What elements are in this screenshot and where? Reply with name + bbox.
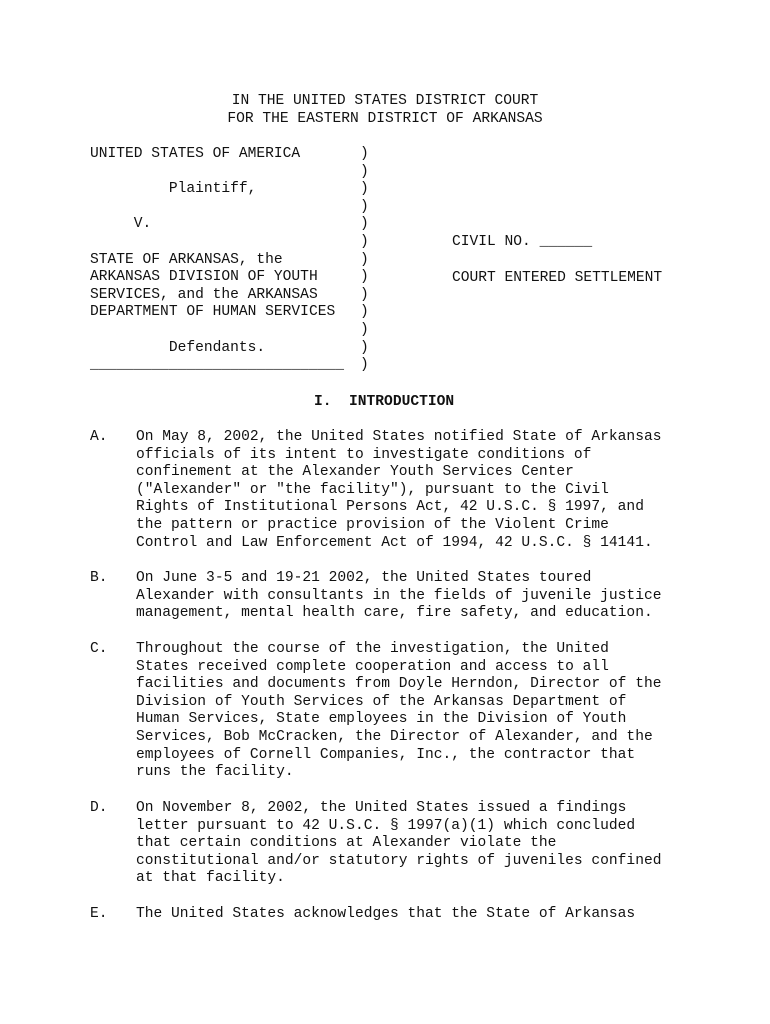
paragraph-line: officials of its intent to investigate conditions of: [136, 446, 592, 463]
paragraph-line: management, mental health care, fire safety, and education.: [136, 605, 653, 622]
paren-mark: ): [360, 357, 369, 374]
paragraph-line: Services, Bob McCracken, the Director of Alexander, and the: [136, 728, 653, 745]
paragraph-line: at that facility.: [136, 870, 285, 887]
paren-mark: ): [360, 304, 369, 321]
paragraph-line: Throughout the course of the investigation, the United: [136, 641, 609, 657]
settlement-title: COURT ENTERED SETTLEMENT: [452, 270, 663, 286]
paren-mark: ): [360, 198, 369, 215]
civil-number: CIVIL NO. ______: [452, 234, 593, 250]
caption-row: [90, 322, 355, 340]
caption-row: Plaintiff,: [90, 181, 257, 198]
paragraph-letter: C.: [90, 641, 108, 657]
paren-mark: ): [360, 146, 369, 162]
caption-row: SERVICES, and the ARKANSAS: [90, 286, 318, 303]
paragraph-line: States received complete cooperation and access to all: [136, 658, 609, 675]
caption-row: V.: [90, 216, 152, 233]
paren-mark: ): [360, 339, 369, 356]
paren-mark: ): [360, 269, 369, 286]
section-number: I.: [314, 394, 332, 410]
caption-row: [90, 164, 355, 182]
paragraph-line: runs the facility.: [136, 764, 294, 781]
paragraph-line: Alexander with consultants in the fields of juvenile justice: [136, 587, 662, 604]
paren-mark: ): [360, 321, 369, 338]
paragraph-line: On June 3-5 and 19-21 2002, the United States toured: [136, 570, 592, 586]
paragraph-line: the pattern or practice provision of the Violent Crime: [136, 516, 609, 533]
section-title: INTRODUCTION: [349, 394, 455, 410]
paragraph-line: ("Alexander" or "the facility"), pursuant to the Civil: [136, 481, 609, 498]
caption-row: UNITED STATES OF AMERICA: [90, 146, 301, 162]
caption-row: [90, 199, 355, 217]
paren-mark: ): [360, 163, 369, 180]
paragraph-line: letter pursuant to 42 U.S.C. § 1997(a)(1) which concluded: [136, 817, 636, 834]
caption-row: Defendants.: [90, 339, 266, 356]
paragraph-line: Human Services, State employees in the Division of Youth: [136, 711, 627, 728]
paragraph-line: facilities and documents from Doyle Herndon, Director of the: [136, 676, 662, 693]
paragraph-line: Rights of Institutional Persons Act, 42 U.S.C. § 1997, and: [136, 499, 644, 516]
paragraph-line: The United States acknowledges that the State of Arkansas: [136, 906, 636, 922]
paragraph-letter: D.: [90, 800, 108, 816]
paren-mark: ): [360, 286, 369, 303]
paren-mark: ): [360, 216, 369, 233]
paragraph-line: On May 8, 2002, the United States notified State of Arkansas: [136, 429, 662, 445]
caption-row: STATE OF ARKANSAS, the: [90, 251, 283, 268]
paragraph-line: Division of Youth Services of the Arkansas Department of: [136, 693, 627, 710]
court-title-line-1: IN THE UNITED STATES DISTRICT COURT: [231, 93, 539, 109]
caption-row: DEPARTMENT OF HUMAN SERVICES: [90, 304, 336, 321]
paragraph-line: On November 8, 2002, the United States issued a findings: [136, 800, 627, 816]
paren-mark: ): [360, 181, 369, 198]
paragraph-letter: A.: [90, 429, 108, 445]
paragraph-line: employees of Cornell Companies, Inc., the contractor that: [136, 746, 636, 763]
paren-mark: ): [360, 251, 369, 268]
paragraph-letter: E.: [90, 906, 108, 922]
section-heading: [314, 394, 454, 412]
paragraph-line: that certain conditions at Alexander violate the: [136, 835, 557, 852]
caption-row: [90, 234, 355, 252]
paragraph-line: constitutional and/or statutory rights of juveniles confined: [136, 852, 662, 869]
paren-mark: ): [360, 233, 369, 250]
court-title-line-2: FOR THE EASTERN DISTRICT OF ARKANSAS: [227, 111, 543, 127]
paragraph-line: Control and Law Enforcement Act of 1994, 42 U.S.C. § 14141.: [136, 534, 653, 551]
paragraph-letter: B.: [90, 570, 108, 586]
paragraph-line: confinement at the Alexander Youth Services Center: [136, 464, 574, 481]
caption-divider: [360, 146, 372, 375]
case-caption-parties: [90, 146, 355, 375]
caption-row: ARKANSAS DIVISION OF YOUTH: [90, 269, 318, 286]
caption-row: _____________________________: [90, 357, 344, 374]
